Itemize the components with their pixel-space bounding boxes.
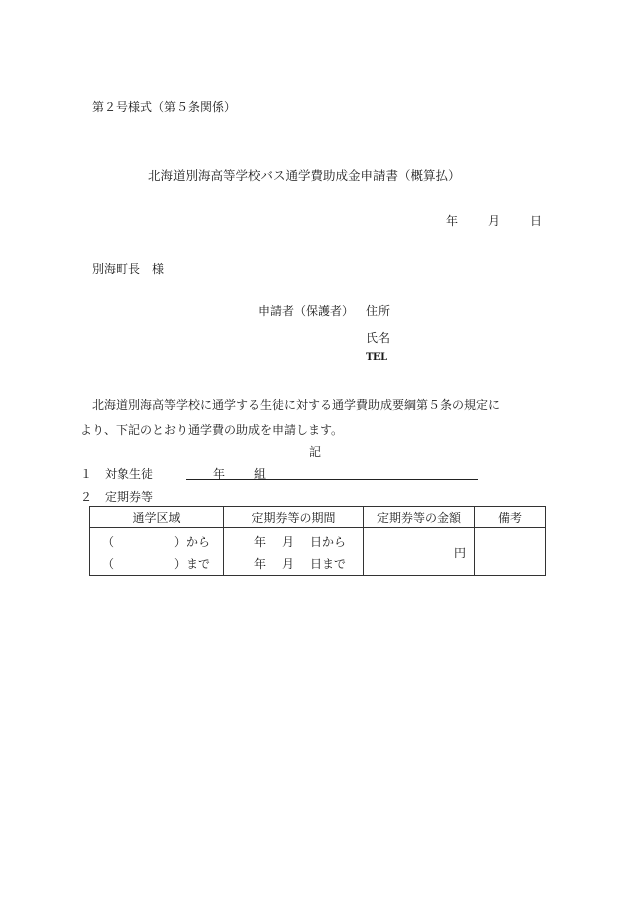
- header-remarks: 備考: [475, 507, 546, 528]
- student-fill-line: [186, 479, 478, 480]
- table-row: [90, 528, 546, 576]
- form-number: 第２号様式（第５条関係）: [92, 100, 237, 114]
- yen-unit: 円: [454, 546, 467, 560]
- period-year-2: 年: [254, 557, 267, 571]
- class-unit: 組: [254, 467, 267, 481]
- period-day-2: 日まで: [310, 557, 347, 571]
- area-cell: [90, 528, 224, 576]
- date-month: 月: [488, 214, 501, 228]
- document-title: 北海道別海高等学校バス通学費助成金申請書（概算払）: [148, 168, 461, 183]
- applicant-label: 申請者（保護者）: [258, 304, 355, 318]
- item2-number: ２: [80, 490, 93, 504]
- body-text-line1: 北海道別海高等学校に通学する生徒に対する通学費助成要綱第５条の規定に: [92, 398, 501, 412]
- period-day-1: 日から: [310, 535, 347, 549]
- amount-cell: [364, 528, 475, 576]
- period-month-2: 月: [282, 557, 295, 571]
- addressee: 別海町長 様: [92, 262, 165, 276]
- grade-year-unit: 年: [213, 467, 226, 481]
- applicant-name-label: 氏名: [366, 331, 391, 345]
- item1-label: 対象生徒: [105, 467, 154, 481]
- header-amount: 定期券等の金額: [364, 507, 475, 528]
- item2-label: 定期券等: [105, 490, 154, 504]
- date-day: 日: [530, 214, 543, 228]
- area-close-2: ）まで: [174, 557, 211, 571]
- applicant-address-label: 住所: [366, 304, 391, 318]
- item1-number: １: [80, 467, 93, 481]
- area-close-1: ）から: [174, 535, 211, 549]
- body-text-line2: より、下記のとおり通学費の助成を申請します。: [80, 423, 344, 437]
- period-year-1: 年: [254, 535, 267, 549]
- pass-table: [89, 506, 546, 576]
- date-year: 年: [446, 214, 459, 228]
- area-open-1: （: [102, 535, 115, 549]
- applicant-tel-label: TEL: [366, 352, 387, 363]
- remarks-cell: [475, 528, 546, 576]
- table-header-row: [90, 507, 546, 528]
- ki-heading: 記: [309, 445, 322, 459]
- header-period: 定期券等の期間: [224, 507, 364, 528]
- period-month-1: 月: [282, 535, 295, 549]
- date-line: [446, 212, 542, 229]
- area-open-2: （: [102, 557, 115, 571]
- header-area: 通学区域: [90, 507, 224, 528]
- period-cell: [224, 528, 364, 576]
